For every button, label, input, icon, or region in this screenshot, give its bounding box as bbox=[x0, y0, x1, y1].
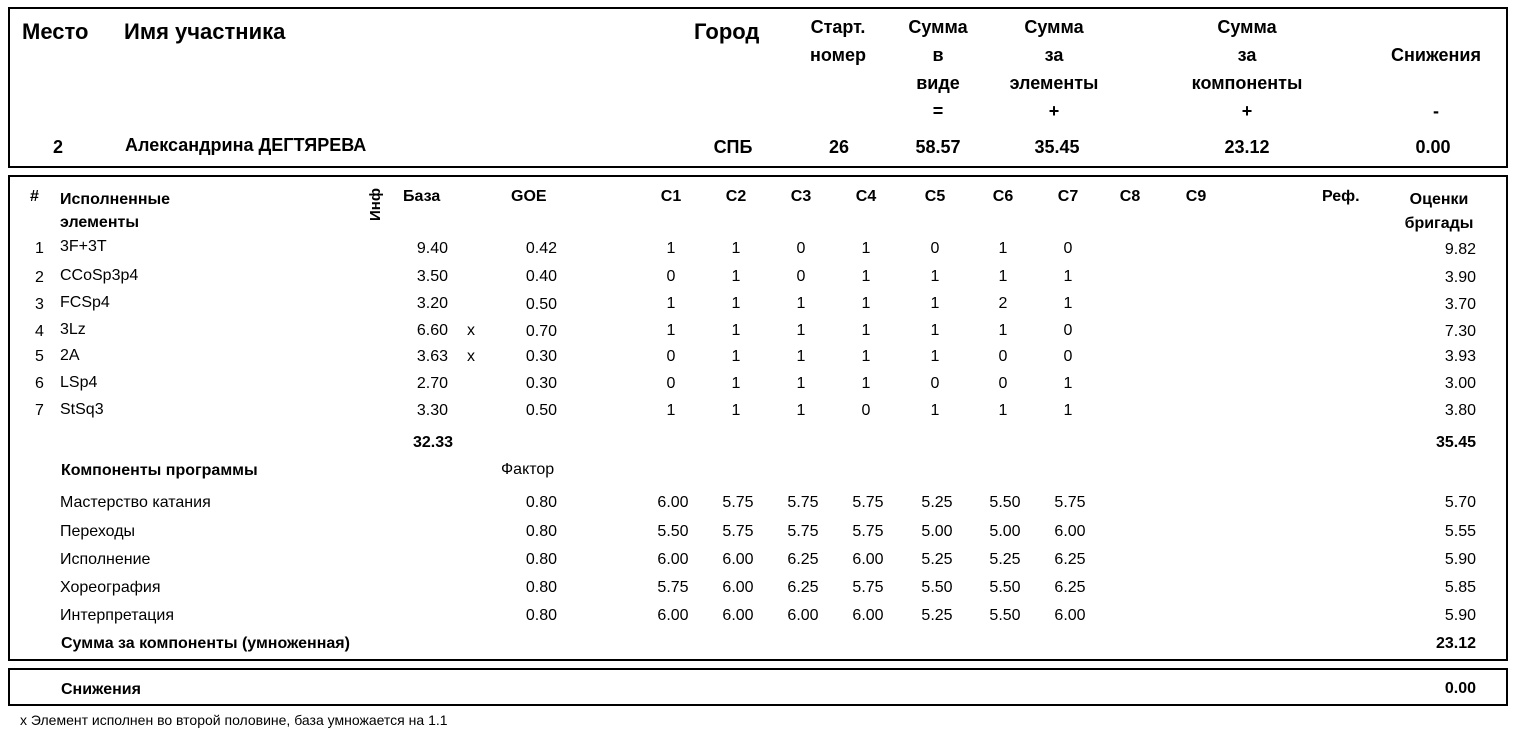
col-c3-header: C3 bbox=[790, 188, 812, 205]
component-c4: 6.00 bbox=[852, 607, 884, 624]
component-factor: 0.80 bbox=[525, 551, 557, 568]
col-c9-header: C9 bbox=[1185, 188, 1207, 205]
component-c2: 5.75 bbox=[722, 494, 754, 511]
element-name: StSq3 bbox=[60, 401, 104, 418]
element-c6: 0 bbox=[998, 375, 1008, 392]
element-c2: 1 bbox=[731, 295, 741, 312]
element-c6: 1 bbox=[998, 322, 1008, 339]
element-goe: 0.40 bbox=[525, 268, 557, 285]
component-c5: 5.25 bbox=[921, 551, 953, 568]
elements-label-line-2: за bbox=[1044, 45, 1064, 65]
element-c3: 1 bbox=[796, 402, 806, 419]
element-c2: 1 bbox=[731, 348, 741, 365]
component-c6: 5.50 bbox=[989, 494, 1021, 511]
col-info-header: Инф bbox=[366, 188, 384, 221]
component-c5: 5.00 bbox=[921, 523, 953, 540]
component-c2: 6.00 bbox=[722, 607, 754, 624]
col-c4-header: C4 bbox=[855, 188, 877, 205]
skater-place: 2 bbox=[53, 137, 64, 157]
component-score: 5.70 bbox=[1444, 494, 1476, 511]
element-base: 9.40 bbox=[416, 240, 448, 257]
element-base: 6.60 bbox=[416, 322, 448, 339]
element-name: CCoSp3p4 bbox=[60, 267, 139, 284]
element-c2: 1 bbox=[731, 240, 741, 257]
col-score-header bbox=[1404, 188, 1474, 236]
component-c3: 6.00 bbox=[787, 607, 819, 624]
elements-sum-label bbox=[994, 13, 1114, 125]
component-c4: 6.00 bbox=[852, 551, 884, 568]
component-c5: 5.25 bbox=[921, 607, 953, 624]
col-ref-header: Реф. bbox=[1322, 188, 1360, 205]
element-name: FCSp4 bbox=[60, 294, 110, 311]
element-c7: 1 bbox=[1063, 375, 1073, 392]
elements-label-line-1: Сумма bbox=[1024, 17, 1084, 37]
component-c2: 5.75 bbox=[722, 523, 754, 540]
footnote: x Элемент исполнен во второй половине, база умножается на 1.1 bbox=[20, 712, 448, 728]
component-c1: 6.00 bbox=[657, 551, 689, 568]
elements-label-line-3: элементы bbox=[1009, 73, 1099, 93]
element-info: x bbox=[467, 348, 475, 365]
components-sum-label bbox=[1172, 13, 1322, 125]
total-label-line-4: = bbox=[932, 101, 944, 121]
element-c7: 0 bbox=[1063, 240, 1073, 257]
components-title: Компоненты программы bbox=[61, 462, 258, 479]
element-name: 3F+3T bbox=[60, 238, 107, 255]
element-c5: 1 bbox=[930, 322, 940, 339]
element-num: 2 bbox=[35, 269, 44, 286]
component-score: 5.85 bbox=[1444, 579, 1476, 596]
score-header-line-2: бригады bbox=[1404, 215, 1474, 232]
element-c6: 1 bbox=[998, 240, 1008, 257]
component-c3: 5.75 bbox=[787, 494, 819, 511]
col-c7-header: C7 bbox=[1057, 188, 1079, 205]
col-base-header: База bbox=[403, 188, 441, 205]
element-goe: 0.50 bbox=[525, 402, 557, 419]
component-c1: 5.50 bbox=[657, 523, 689, 540]
element-num: 7 bbox=[35, 402, 44, 419]
element-c3: 1 bbox=[796, 348, 806, 365]
col-c2-header: C2 bbox=[725, 188, 747, 205]
element-num: 1 bbox=[35, 240, 44, 257]
component-c7: 6.25 bbox=[1054, 551, 1086, 568]
component-c1: 6.00 bbox=[657, 494, 689, 511]
col-goe-header: GOE bbox=[511, 188, 547, 205]
element-c3: 0 bbox=[796, 268, 806, 285]
element-c1: 1 bbox=[666, 402, 676, 419]
component-factor: 0.80 bbox=[525, 607, 557, 624]
component-c2: 6.00 bbox=[722, 579, 754, 596]
element-c5: 0 bbox=[930, 375, 940, 392]
col-c8-header: C8 bbox=[1119, 188, 1141, 205]
element-score: 3.93 bbox=[1444, 348, 1476, 365]
element-c7: 0 bbox=[1063, 322, 1073, 339]
total-label bbox=[888, 13, 988, 125]
element-name: 3Lz bbox=[60, 321, 86, 338]
element-num: 3 bbox=[35, 296, 44, 313]
element-c1: 0 bbox=[666, 348, 676, 365]
component-name: Хореография bbox=[60, 579, 161, 596]
deductions-box-value: 0.00 bbox=[1444, 680, 1476, 697]
skater-total: 58.57 bbox=[915, 137, 961, 157]
element-score: 3.00 bbox=[1444, 375, 1476, 392]
skater-start-number: 26 bbox=[828, 137, 850, 157]
element-c6: 1 bbox=[998, 268, 1008, 285]
element-c5: 1 bbox=[930, 402, 940, 419]
element-score: 9.82 bbox=[1444, 241, 1476, 258]
skater-elements-score: 35.45 bbox=[1034, 137, 1080, 157]
element-c5: 0 bbox=[930, 240, 940, 257]
element-goe: 0.70 bbox=[525, 323, 557, 340]
element-c3: 1 bbox=[796, 322, 806, 339]
component-factor: 0.80 bbox=[525, 494, 557, 511]
component-score: 5.55 bbox=[1444, 523, 1476, 540]
start-number-label bbox=[788, 13, 888, 69]
element-base: 3.30 bbox=[416, 402, 448, 419]
component-c4: 5.75 bbox=[852, 523, 884, 540]
element-c4: 1 bbox=[861, 295, 871, 312]
element-base: 2.70 bbox=[416, 375, 448, 392]
skater-deductions: 0.00 bbox=[1415, 137, 1451, 157]
deductions-label-line-4: - bbox=[1433, 101, 1439, 121]
element-c7: 1 bbox=[1063, 402, 1073, 419]
factor-label: Фактор bbox=[501, 461, 555, 478]
element-score: 7.30 bbox=[1444, 323, 1476, 340]
element-goe: 0.50 bbox=[525, 296, 557, 313]
deductions-label bbox=[1376, 41, 1496, 125]
element-score: 3.90 bbox=[1444, 269, 1476, 286]
element-c7: 1 bbox=[1063, 268, 1073, 285]
element-c1: 1 bbox=[666, 295, 676, 312]
component-c3: 6.25 bbox=[787, 579, 819, 596]
component-factor: 0.80 bbox=[525, 579, 557, 596]
deductions-box bbox=[8, 668, 1508, 706]
components-total-label: Сумма за компоненты (умноженная) bbox=[61, 635, 350, 652]
component-factor: 0.80 bbox=[525, 523, 557, 540]
skater-name: Александрина ДЕГТЯРЕВА bbox=[125, 135, 367, 155]
element-num: 4 bbox=[35, 323, 44, 340]
element-c5: 1 bbox=[930, 295, 940, 312]
element-num: 5 bbox=[35, 348, 44, 365]
element-c5: 1 bbox=[930, 348, 940, 365]
element-c1: 0 bbox=[666, 375, 676, 392]
elements-score-total: 35.45 bbox=[1435, 434, 1476, 451]
element-goe: 0.30 bbox=[525, 375, 557, 392]
element-c7: 0 bbox=[1063, 348, 1073, 365]
component-c7: 6.25 bbox=[1054, 579, 1086, 596]
components-total: 23.12 bbox=[1435, 635, 1476, 652]
deductions-box-label: Снижения bbox=[61, 681, 141, 698]
element-c4: 1 bbox=[861, 240, 871, 257]
component-c5: 5.25 bbox=[921, 494, 953, 511]
base-total: 32.33 bbox=[412, 434, 453, 451]
element-base: 3.20 bbox=[416, 295, 448, 312]
element-c3: 1 bbox=[796, 375, 806, 392]
element-c1: 0 bbox=[666, 268, 676, 285]
components-label-line-4: + bbox=[1241, 101, 1253, 121]
component-score: 5.90 bbox=[1444, 551, 1476, 568]
component-c6: 5.50 bbox=[989, 607, 1021, 624]
elements-label-line-4: + bbox=[1048, 101, 1060, 121]
element-c4: 1 bbox=[861, 348, 871, 365]
element-c4: 0 bbox=[861, 402, 871, 419]
component-c4: 5.75 bbox=[852, 579, 884, 596]
name-label: Имя участника bbox=[124, 19, 286, 44]
element-c5: 1 bbox=[930, 268, 940, 285]
component-c3: 6.25 bbox=[787, 551, 819, 568]
element-base: 3.63 bbox=[416, 348, 448, 365]
element-c4: 1 bbox=[861, 375, 871, 392]
component-c6: 5.25 bbox=[989, 551, 1021, 568]
element-base: 3.50 bbox=[416, 268, 448, 285]
city-label: Город bbox=[694, 19, 760, 44]
component-c4: 5.75 bbox=[852, 494, 884, 511]
skater-city: СПБ bbox=[713, 137, 753, 157]
place-label: Место bbox=[22, 19, 89, 44]
element-c6: 2 bbox=[998, 295, 1008, 312]
col-c5-header: C5 bbox=[924, 188, 946, 205]
skater-components-score: 23.12 bbox=[1224, 137, 1270, 157]
total-label-line-3: виде bbox=[916, 73, 960, 93]
element-c4: 1 bbox=[861, 322, 871, 339]
element-score: 3.70 bbox=[1444, 296, 1476, 313]
component-score: 5.90 bbox=[1444, 607, 1476, 624]
element-c2: 1 bbox=[731, 268, 741, 285]
executed-header-line-1: Исполненные bbox=[60, 191, 171, 208]
element-c2: 1 bbox=[731, 375, 741, 392]
component-name: Переходы bbox=[60, 523, 136, 540]
component-c6: 5.00 bbox=[989, 523, 1021, 540]
element-c3: 1 bbox=[796, 295, 806, 312]
element-num: 6 bbox=[35, 375, 44, 392]
element-name: 2A bbox=[60, 347, 80, 364]
component-c7: 5.75 bbox=[1054, 494, 1086, 511]
component-c5: 5.50 bbox=[921, 579, 953, 596]
component-c7: 6.00 bbox=[1054, 523, 1086, 540]
element-goe: 0.42 bbox=[525, 240, 557, 257]
deductions-label-line-1: Снижения bbox=[1391, 45, 1481, 65]
element-c6: 1 bbox=[998, 402, 1008, 419]
components-label-line-3: компоненты bbox=[1191, 73, 1303, 93]
component-name: Мастерство катания bbox=[60, 494, 211, 511]
element-c3: 0 bbox=[796, 240, 806, 257]
element-c6: 0 bbox=[998, 348, 1008, 365]
element-c2: 1 bbox=[731, 322, 741, 339]
col-c6-header: C6 bbox=[992, 188, 1014, 205]
total-label-line-1: Сумма bbox=[908, 17, 968, 37]
component-c3: 5.75 bbox=[787, 523, 819, 540]
component-c2: 6.00 bbox=[722, 551, 754, 568]
col-num-header: # bbox=[30, 188, 39, 205]
col-c1-header: C1 bbox=[660, 188, 682, 205]
element-c1: 1 bbox=[666, 240, 676, 257]
start-label-line-1: Старт. bbox=[810, 17, 866, 37]
element-c7: 1 bbox=[1063, 295, 1073, 312]
components-label-line-1: Сумма bbox=[1217, 17, 1277, 37]
score-header-line-1: Оценки bbox=[1409, 191, 1469, 208]
component-c6: 5.50 bbox=[989, 579, 1021, 596]
component-c1: 5.75 bbox=[657, 579, 689, 596]
element-c4: 1 bbox=[861, 268, 871, 285]
component-name: Исполнение bbox=[60, 551, 151, 568]
component-c1: 6.00 bbox=[657, 607, 689, 624]
element-info: x bbox=[467, 322, 475, 339]
col-executed-header bbox=[60, 188, 170, 234]
executed-header-line-2: элементы bbox=[60, 214, 139, 231]
components-label-line-2: за bbox=[1237, 45, 1257, 65]
component-c7: 6.00 bbox=[1054, 607, 1086, 624]
total-label-line-2: в bbox=[932, 45, 944, 65]
element-score: 3.80 bbox=[1444, 402, 1476, 419]
element-c2: 1 bbox=[731, 402, 741, 419]
element-goe: 0.30 bbox=[525, 348, 557, 365]
element-c1: 1 bbox=[666, 322, 676, 339]
start-label-line-2: номер bbox=[810, 45, 866, 65]
element-name: LSp4 bbox=[60, 374, 98, 391]
component-name: Интерпретация bbox=[60, 607, 175, 624]
